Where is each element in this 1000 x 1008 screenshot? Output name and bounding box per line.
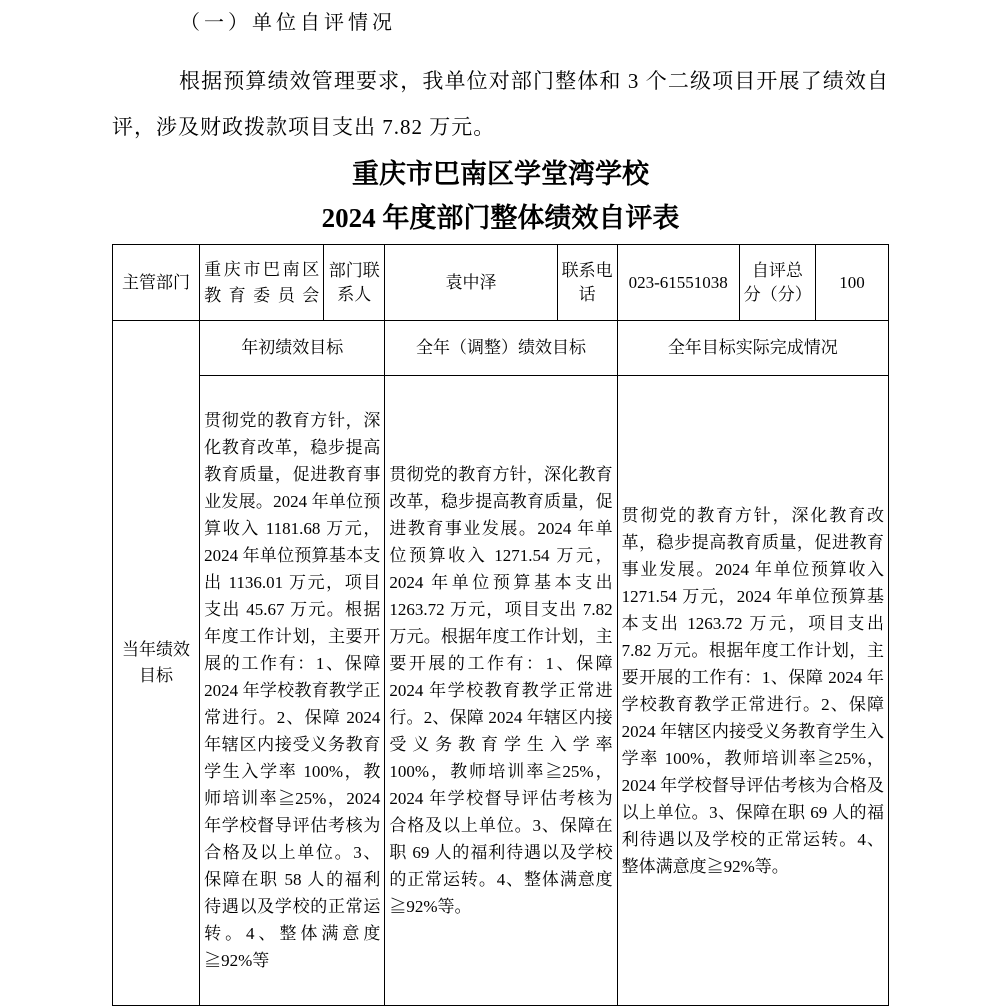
- goal-header-row: [113, 321, 889, 376]
- column-header-adjusted-goal: 全年（调整）绩效目标: [385, 321, 617, 376]
- column-header-initial-goal: 年初绩效目标: [200, 321, 385, 376]
- info-row: [113, 245, 889, 321]
- column-header-actual-completion: 全年目标实际完成情况: [617, 321, 888, 376]
- table-title-form-name: 2024 年度部门整体绩效自评表: [321, 203, 680, 233]
- supervisor-department-label: 主管部门: [113, 245, 200, 321]
- department-contact-value: 袁中泽: [385, 245, 557, 321]
- table-title-school-name: 重庆市巴南区学堂湾学校: [352, 159, 649, 189]
- annual-goal-row-header: 当年绩效目标: [113, 321, 200, 1006]
- document-page: [112, 0, 889, 1006]
- phone-value: 023-61551038: [617, 245, 739, 321]
- actual-completion-text: 贯彻党的教育方针，深化教育改革，稳步提高教育质量，促进教育事业发展。2024 年单位预算收入 1271.54 万元，2024 年单位预算基本支出 1263.72 万元，项目支出 7.82 万元。根据年度工作计划，主要开展的工作有：1、保障 2024 年学校教育教学正常进行。2、保障 2024 年辖区内接受义务教育学生入学率 100%，教师培训率≧25%，2024 年学校督导评估考核为合格及以上单位。3、保障在职 69 人的福利待遇以及学校的正常运转。4、整体满意度≧92%等。: [617, 376, 888, 1006]
- phone-label: 联系电话: [557, 245, 617, 321]
- self-score-label: 自评总分（分）: [739, 245, 815, 321]
- goal-body-row: [113, 376, 889, 1006]
- adjusted-goal-text: 贯彻党的教育方针，深化教育改革，稳步提高教育质量，促进教育事业发展。2024 年单位预算收入 1271.54 万元，2024 年单位预算基本支出 1263.72 万元，项目支出 7.82 万元。根据年度工作计划，主要开展的工作有：1、保障 2024 年学校教育教学正常进行。2、保障 2024 年辖区内接受义务教育学生入学率 100%，教师培训率≧25%，2024 年学校督导评估考核为合格及以上单位。3、保障在职 69 人的福利待遇以及学校的正常运转。4、整体满意度≧92%等。: [385, 376, 617, 1006]
- self-evaluation-table: [112, 244, 889, 1006]
- intro-paragraph: 根据预算绩效管理要求，我单位对部门整体和 3 个二级项目开展了绩效自评，涉及财政拨款项目支出 7.82 万元。: [112, 69, 889, 139]
- initial-goal-text: 贯彻党的教育方针，深化教育改革，稳步提高教育质量，促进教育事业发展。2024 年单位预算收入 1181.68 万元，2024 年单位预算基本支出 1136.01 万元，项目支出 45.67 万元。根据年度工作计划，主要开展的工作有：1、保障 2024 年学校教育教学正常进行。2、保障 2024 年辖区内接受义务教育学生入学率 100%，教师培训率≧25%，2024 年学校督导评估考核为合格及以上单位。3、保障在职 58 人的福利待遇以及学校的正常运转。4、整体满意度≧92%等: [200, 376, 385, 1006]
- department-contact-label: 部门联系人: [324, 245, 385, 321]
- section-heading: （一）单位自评情况: [180, 12, 396, 34]
- supervisor-department-value: 重庆市巴南区教育委员会: [200, 245, 324, 321]
- self-score-value: 100: [815, 245, 888, 321]
